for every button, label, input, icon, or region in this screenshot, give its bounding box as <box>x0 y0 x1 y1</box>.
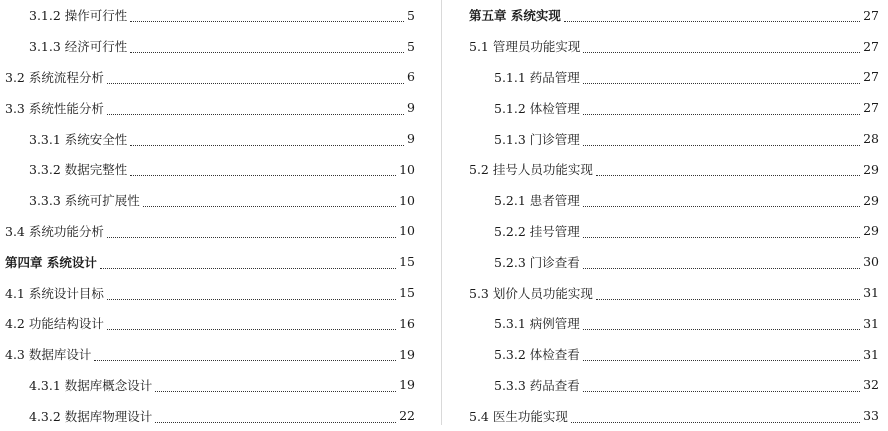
toc-entry[interactable] <box>0 185 441 216</box>
toc-entry[interactable] <box>0 123 441 154</box>
toc-page-number: 10 <box>399 161 415 177</box>
toc-dot-leader <box>596 289 860 300</box>
toc-entry-title: 3.3.3 系统可扩展性 <box>29 193 140 209</box>
toc-dot-leader <box>583 227 860 238</box>
toc-dot-leader <box>583 73 860 84</box>
toc-page-number: 28 <box>863 131 879 147</box>
toc-page-number: 30 <box>863 254 879 270</box>
toc-page-number: 9 <box>407 100 415 116</box>
toc-dot-leader <box>583 196 860 207</box>
right-page <box>443 0 888 425</box>
toc-page-number: 6 <box>407 69 415 85</box>
toc-dot-leader <box>107 319 396 330</box>
toc-dot-leader <box>100 258 396 269</box>
toc-page-number: 29 <box>863 192 879 208</box>
toc-entry[interactable] <box>443 154 888 185</box>
toc-entry-title: 3.3.1 系统安全性 <box>29 131 128 147</box>
toc-entry[interactable] <box>443 216 888 247</box>
toc-dot-leader <box>130 135 404 146</box>
toc-page-number: 9 <box>407 131 415 147</box>
toc-entry-title: 5.1.1 药品管理 <box>494 69 580 85</box>
toc-page-number: 15 <box>399 254 415 270</box>
toc-dot-leader <box>583 42 860 53</box>
toc-entry-title: 5.3.2 体检查看 <box>494 347 580 363</box>
toc-page-number: 27 <box>863 100 879 116</box>
toc-dot-leader <box>583 319 860 330</box>
toc-page-number: 31 <box>863 285 879 301</box>
toc-entry[interactable] <box>443 400 888 431</box>
toc-dot-leader <box>155 412 396 423</box>
toc-dot-leader <box>130 11 404 22</box>
toc-entry-title: 4.2 功能结构设计 <box>5 316 104 332</box>
toc-page-number: 15 <box>399 285 415 301</box>
toc-dot-leader <box>94 350 396 361</box>
toc-entry[interactable] <box>0 277 441 308</box>
toc-entry-title: 3.3.2 数据完整性 <box>29 162 128 178</box>
toc-entry-title: 5.1.2 体检管理 <box>494 100 580 116</box>
toc-entry[interactable] <box>0 216 441 247</box>
toc-dot-leader <box>107 104 404 115</box>
toc-dot-leader <box>571 412 860 423</box>
toc-chapter-entry[interactable] <box>0 246 441 277</box>
toc-entry-title: 3.2 系统流程分析 <box>5 69 104 85</box>
toc-entry[interactable] <box>443 92 888 123</box>
toc-entry[interactable] <box>443 339 888 370</box>
toc-dot-leader <box>583 381 860 392</box>
toc-page-number: 19 <box>399 377 415 393</box>
toc-entry[interactable] <box>0 370 441 401</box>
toc-entry-title: 5.3 划价人员功能实现 <box>469 285 593 301</box>
toc-page-number: 19 <box>399 346 415 362</box>
toc-page-number: 31 <box>863 346 879 362</box>
toc-entry-title: 4.1 系统设计目标 <box>5 285 104 301</box>
toc-page-number: 5 <box>407 38 415 54</box>
toc-entry[interactable] <box>0 308 441 339</box>
toc-entry[interactable] <box>0 62 441 93</box>
toc-dot-leader <box>130 165 396 176</box>
left-toc-list <box>0 0 441 431</box>
toc-entry[interactable] <box>443 370 888 401</box>
toc-entry[interactable] <box>0 31 441 62</box>
left-page <box>0 0 441 425</box>
toc-dot-leader <box>107 73 404 84</box>
toc-entry[interactable] <box>443 62 888 93</box>
toc-entry-title: 4.3 数据库设计 <box>5 347 92 363</box>
toc-entry-title: 5.2.1 患者管理 <box>494 193 580 209</box>
toc-entry[interactable] <box>443 277 888 308</box>
toc-entry-title: 3.4 系统功能分析 <box>5 223 104 239</box>
toc-dot-leader <box>583 135 860 146</box>
toc-entry-title: 4.3.1 数据库概念设计 <box>29 377 153 393</box>
toc-page-number: 29 <box>863 161 879 177</box>
toc-entry-title: 5.1 管理员功能实现 <box>469 39 581 55</box>
toc-page-number: 29 <box>863 223 879 239</box>
toc-dot-leader <box>583 258 860 269</box>
toc-entry[interactable] <box>443 123 888 154</box>
toc-dot-leader <box>143 196 396 207</box>
toc-entry-title: 3.1.2 操作可行性 <box>29 8 128 24</box>
toc-entry-title: 3.1.3 经济可行性 <box>29 39 128 55</box>
toc-page-number: 31 <box>863 315 879 331</box>
toc-entry-title: 4.3.2 数据库物理设计 <box>29 408 153 424</box>
toc-page-number: 32 <box>863 377 879 393</box>
toc-page-number: 5 <box>407 7 415 23</box>
toc-entry[interactable] <box>0 0 441 31</box>
toc-dot-leader <box>130 42 404 53</box>
toc-dot-leader <box>564 11 860 22</box>
toc-entry-title: 5.1.3 门诊管理 <box>494 131 580 147</box>
toc-page-number: 27 <box>863 69 879 85</box>
toc-dot-leader <box>155 381 396 392</box>
toc-page-number: 10 <box>399 192 415 208</box>
toc-entry-title: 5.3.3 药品查看 <box>494 377 580 393</box>
toc-dot-leader <box>596 165 860 176</box>
toc-entry[interactable] <box>443 185 888 216</box>
toc-dot-leader <box>583 104 860 115</box>
right-toc-list <box>443 0 888 431</box>
toc-dot-leader <box>107 289 396 300</box>
toc-entry[interactable] <box>443 31 888 62</box>
toc-entry-title: 5.3.1 病例管理 <box>494 316 580 332</box>
toc-page-number: 27 <box>863 7 879 23</box>
toc-page-number: 22 <box>399 408 415 424</box>
toc-entry-title: 5.2.3 门诊查看 <box>494 254 580 270</box>
toc-entry-title: 第五章 系统实现 <box>469 8 561 24</box>
toc-entry[interactable] <box>443 246 888 277</box>
toc-page-number: 10 <box>399 223 415 239</box>
toc-entry-title: 5.4 医生功能实现 <box>469 408 568 424</box>
toc-page-number: 27 <box>863 38 879 54</box>
toc-entry[interactable] <box>0 339 441 370</box>
toc-entry[interactable] <box>0 92 441 123</box>
toc-page-number: 16 <box>399 315 415 331</box>
toc-entry-title: 3.3 系统性能分析 <box>5 100 104 116</box>
toc-entry[interactable] <box>0 154 441 185</box>
toc-entry-title: 第四章 系统设计 <box>5 254 97 270</box>
toc-dot-leader <box>107 227 396 238</box>
toc-chapter-entry[interactable] <box>443 0 888 31</box>
toc-entry-title: 5.2.2 挂号管理 <box>494 223 580 239</box>
toc-dot-leader <box>583 350 860 361</box>
toc-entry[interactable] <box>0 400 441 431</box>
page-divider <box>441 0 442 425</box>
toc-page-number: 33 <box>863 408 879 424</box>
toc-entry-title: 5.2 挂号人员功能实现 <box>469 162 593 178</box>
toc-entry[interactable] <box>443 308 888 339</box>
